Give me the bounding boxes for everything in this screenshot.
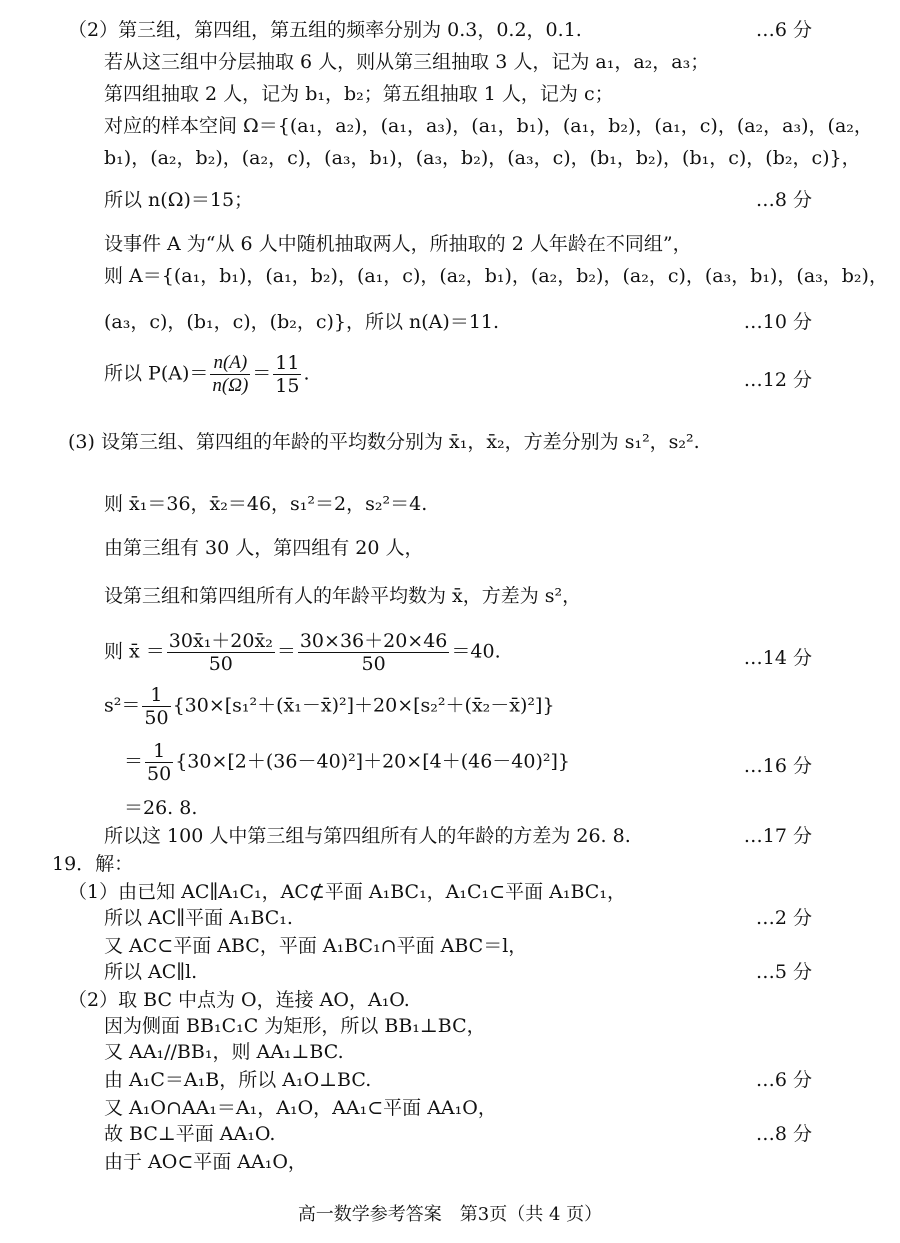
text-line: 则 x̄₁＝36，x̄₂＝46，s₁²＝2，s₂²＝4. [104, 493, 428, 515]
mean-prefix: 则 x̄ ＝ [104, 640, 165, 663]
mean-suffix: ＝40. [451, 640, 501, 663]
fraction-na-nomega [210, 352, 250, 397]
text-line: 又 AC⊂平面 ABC，平面 A₁BC₁∩平面 ABC＝l， [104, 935, 528, 957]
text-line: 由 A₁C＝A₁B，所以 A₁O⊥BC. [104, 1069, 372, 1091]
fraction-numerator: n(A) [210, 352, 250, 375]
fraction-denominator: 50 [144, 707, 169, 729]
variance-prefix: s²＝ [104, 694, 141, 717]
score-mark: …6 分 [755, 19, 812, 41]
text-line: 故 BC⊥平面 AA₁O. [104, 1123, 276, 1145]
fraction-denominator: 50 [361, 653, 386, 675]
equals-sign: ＝ [252, 362, 272, 385]
text-line: （1）由已知 AC∥A₁C₁，AC⊄平面 A₁BC₁，A₁C₁⊂平面 A₁BC₁， [68, 881, 626, 903]
score-mark: …14 分 [743, 647, 812, 669]
text-line: （2）第三组，第四组，第五组的频率分别为 0.3，0.2，0.1. [68, 19, 582, 41]
text-line: （2）取 BC 中点为 O，连接 AO，A₁O. [68, 989, 410, 1011]
text-line: (3) 设第三组、第四组的年龄的平均数分别为 x̄₁，x̄₂，方差分别为 s₁²，s₂². [68, 431, 700, 453]
prob-suffix: . [303, 362, 310, 385]
text-line: 由第三组有 30 人，第四组有 20 人， [104, 537, 424, 559]
variance-values-line [124, 740, 570, 785]
text-line: 所以 n(Ω)＝15； [104, 189, 254, 211]
text-line: 则 A＝{(a₁，b₁)，(a₁，b₂)，(a₁，c)，(a₂，b₁)，(a₂，b₂)，(a₂，c)，(a₃，b₁)，(a₃，b₂)， [104, 265, 888, 287]
score-mark: …10 分 [743, 311, 812, 333]
fraction-denominator: 15 [275, 375, 300, 397]
prob-prefix: 所以 P(A)＝ [104, 362, 209, 385]
fraction-11-15 [273, 352, 301, 397]
score-mark: …17 分 [743, 825, 812, 847]
text-line: 若从这三组中分层抽取 6 人，则从第三组抽取 3 人，记为 a₁，a₂，a₃； [104, 51, 710, 73]
variance-body: {30×[2＋(36－40)²]＋20×[4＋(46－40)²]} [175, 750, 570, 773]
text-line: 又 A₁O∩AA₁＝A₁，A₁O，AA₁⊂平面 AA₁O， [104, 1097, 497, 1119]
text-line: 所以这 100 人中第三组与第四组所有人的年龄的方差为 26. 8. [104, 825, 631, 847]
text-line: ＝26. 8. [124, 797, 198, 819]
text-line: 所以 AC∥l. [104, 961, 198, 983]
text-line: 又 AA₁//BB₁，则 AA₁⊥BC. [104, 1041, 344, 1063]
fraction-numerator: 30x̄₁＋20x̄₂ [168, 630, 273, 652]
text-line: b₁)，(a₂，b₂)，(a₂，c)，(a₃，b₁)，(a₃，b₂)，(a₃，c)，(b₁，b₂)，(b₁，c)，(b₂，c)}， [104, 147, 861, 169]
text-line: (a₃，c)，(b₁，c)，(b₂，c)}，所以 n(A)＝11. [104, 311, 500, 333]
fraction-mean-formula [167, 630, 275, 675]
text-line: 第四组抽取 2 人，记为 b₁，b₂；第五组抽取 1 人，记为 c； [104, 83, 614, 105]
text-line: 对应的样本空间 Ω＝{(a₁，a₂)，(a₁，a₃)，(a₁，b₁)，(a₁，b₂)，(a₁，c)，(a₂，a₃)，(a₂， [104, 115, 873, 137]
score-mark: …16 分 [743, 755, 812, 777]
fraction-numerator: 1 [145, 740, 173, 763]
fraction-mean-values [298, 630, 450, 675]
fraction-numerator: 1 [142, 684, 170, 707]
text-line: 设事件 A 为“从 6 人中随机抽取两人，所抽取的 2 人年龄在不同组”， [104, 233, 692, 255]
variance-body: {30×[s₁²＋(x̄₁－x̄)²]＋20×[s₂²＋(x̄₂－x̄)²]} [172, 694, 555, 717]
score-mark: …5 分 [755, 961, 812, 983]
fraction-numerator: 30×36＋20×46 [299, 630, 448, 652]
score-mark: …6 分 [755, 1069, 812, 1091]
variance-prefix: ＝ [124, 750, 144, 773]
equals-sign: ＝ [276, 640, 296, 663]
score-mark: …2 分 [755, 907, 812, 929]
text-line: 设第三组和第四组所有人的年龄平均数为 x̄，方差为 s²， [104, 585, 582, 607]
variance-formula-line [104, 684, 555, 729]
page-footer: 高一数学参考答案 第3页（共 4 页） [297, 1204, 603, 1225]
text-line: 因为侧面 BB₁C₁C 为矩形，所以 BB₁⊥BC， [104, 1015, 486, 1037]
text-line: 19．解： [52, 853, 134, 875]
fraction-denominator: n(Ω) [212, 375, 249, 396]
fraction-numerator: 11 [275, 352, 300, 374]
score-mark: …8 分 [755, 1123, 812, 1145]
text-line: 所以 AC∥平面 A₁BC₁. [104, 907, 293, 929]
fraction-denominator: 50 [147, 763, 172, 785]
fraction-one-fiftieth [145, 740, 173, 785]
mean-line [104, 630, 501, 675]
score-mark: …8 分 [755, 189, 812, 211]
probability-line [104, 352, 310, 397]
fraction-one-fiftieth [142, 684, 170, 729]
score-mark: …12 分 [743, 369, 812, 391]
text-line: 由于 AO⊂平面 AA₁O， [104, 1151, 307, 1173]
fraction-denominator: 50 [208, 653, 233, 675]
